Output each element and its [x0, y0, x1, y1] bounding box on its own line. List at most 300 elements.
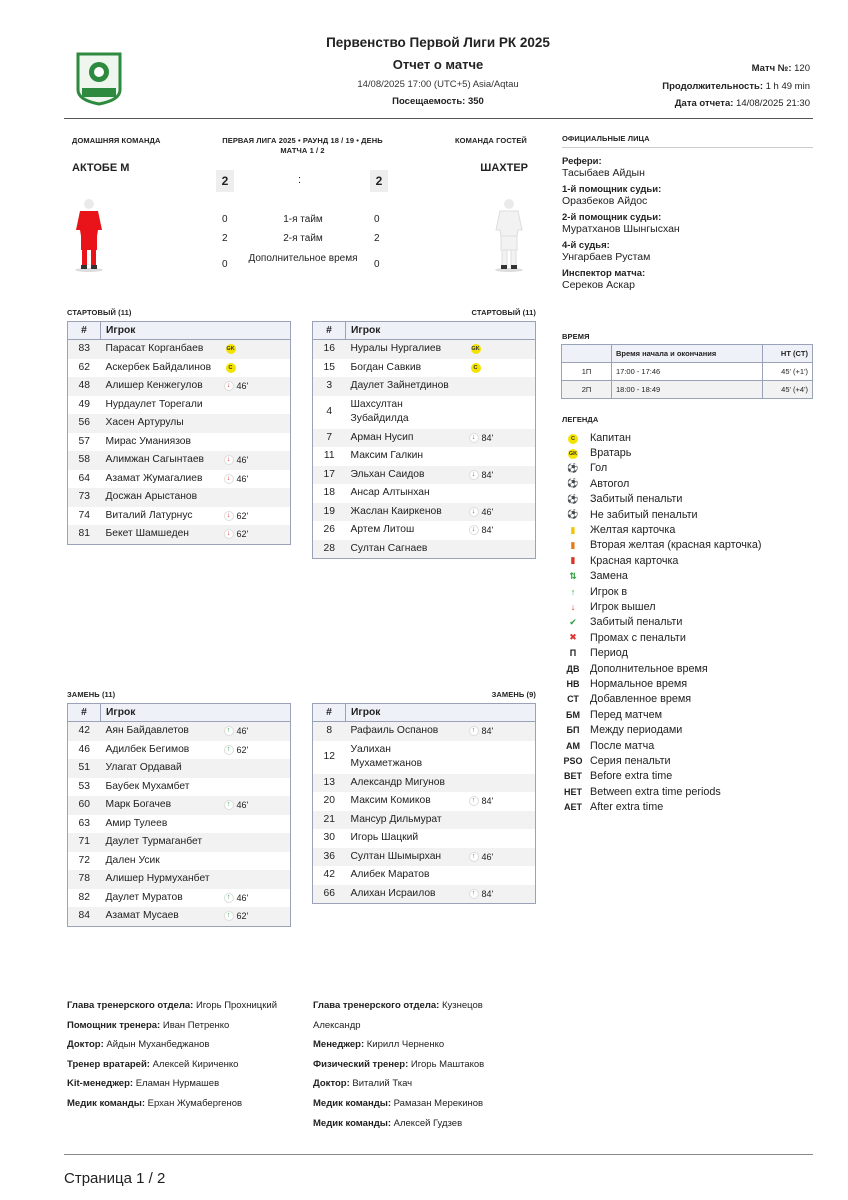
legend-item — [562, 538, 812, 553]
staff-name: Игорь Прохницкий — [195, 1000, 277, 1011]
player-name: Баубек Мухамбет — [105, 780, 190, 792]
player-row — [68, 340, 291, 359]
player-cell — [346, 829, 536, 848]
player-cell-inner — [351, 850, 531, 865]
abbr-icon-glyph: СТ — [567, 694, 579, 705]
player-number: 13 — [313, 774, 346, 793]
away-subs-title: ЗАМЕНЬ (9) — [491, 690, 536, 699]
time-col-range: Время начала и окончания — [612, 345, 763, 363]
captain-icon — [562, 432, 584, 444]
penalty-scored-icon-glyph: ⚽ — [567, 493, 579, 504]
col-player: Игрок — [101, 322, 291, 340]
staff-role: Медик команды: — [67, 1097, 145, 1109]
abbr-icon — [562, 756, 584, 766]
player-cell — [346, 722, 536, 741]
report-subtitle: Отчет о матче — [392, 57, 484, 72]
abbr-icon — [562, 648, 584, 658]
player-in-icon: ↑ — [469, 852, 479, 862]
player-number: 82 — [68, 889, 101, 908]
player-row — [68, 451, 291, 470]
player-cell-inner — [351, 542, 531, 557]
official-name: Оразбеков Айдос — [562, 195, 648, 207]
player-out-icon: ↓ — [469, 525, 479, 535]
player-cell-inner — [106, 780, 286, 795]
player-cell-inner — [351, 831, 531, 846]
player-cell-inner — [351, 431, 531, 446]
staff-name: Алексей Гудзев — [393, 1117, 463, 1129]
duration-label: Продолжительность: — [662, 81, 763, 92]
abbr-icon-glyph: PSO — [563, 755, 583, 766]
player-out-icon: ↓ — [224, 381, 234, 391]
player-row — [68, 488, 291, 507]
substitution-event — [469, 887, 494, 902]
abbr-icon-glyph: ДВ — [566, 663, 580, 674]
legend-label: Before extra time — [590, 770, 673, 783]
player-row — [68, 396, 291, 415]
player-cell — [346, 741, 536, 774]
legend-label: Between extra time periods — [590, 785, 721, 798]
col-player: Игрок — [101, 704, 291, 722]
player-in-icon: ↑ — [224, 911, 234, 921]
player-name: Азамат Мусаев — [105, 910, 179, 921]
staff-entry — [313, 1094, 523, 1114]
player-name: Мирас Уманиязов — [105, 435, 191, 447]
legend-label: Забитый пенальти — [590, 493, 683, 506]
sub-minute: 46' — [236, 726, 249, 736]
col-player: Игрок — [346, 704, 536, 722]
player-out-icon: ↓ — [224, 529, 234, 539]
legend-label: Серия пенальти — [590, 754, 671, 767]
player-cell-inner — [106, 891, 286, 906]
legend-item — [562, 522, 812, 537]
official-role: Рефери: — [562, 156, 602, 167]
away-team-name: ШАХТЕР — [480, 162, 528, 174]
staff-role: Менеджер: — [313, 1039, 365, 1051]
player-cell — [346, 503, 536, 522]
sub-minute: 46' — [481, 506, 494, 517]
officials-title: ОФИЦИАЛЬНЫЕ ЛИЦА — [562, 134, 650, 143]
report-date-value: 14/08/2025 21:30 — [736, 98, 810, 109]
player-row — [313, 885, 536, 904]
sub-minute: 46' — [236, 892, 249, 903]
header-divider — [64, 118, 813, 119]
player-number: 30 — [313, 829, 346, 848]
abbr-icon-glyph: HET — [564, 786, 582, 797]
player-name: Артем Литош — [350, 524, 415, 535]
player-name: Уалихан Мухаметжанов — [350, 743, 423, 769]
abbr-icon-glyph: BET — [564, 771, 582, 782]
staff-role: Медик команды: — [313, 1097, 391, 1109]
goalkeeper-icon-badge: GK — [568, 451, 578, 458]
official-role: Инспектор матча: — [562, 268, 646, 279]
home-team-name: АКТОБЕ М — [72, 162, 130, 174]
abbr-icon — [562, 679, 584, 689]
legend-label: Вратарь — [590, 447, 632, 460]
player-cell-inner — [351, 868, 531, 883]
legend-label: Между периодами — [590, 724, 683, 737]
player-cell-inner — [351, 449, 531, 464]
player-number: 48 — [68, 377, 101, 396]
period-label: 1-я тайм — [283, 214, 323, 225]
player-name: Даулет Муратов — [105, 891, 183, 903]
substitution-event — [224, 724, 249, 739]
staff-entry — [313, 1114, 523, 1134]
player-cell-inner — [106, 379, 286, 394]
player-number: 20 — [313, 792, 346, 811]
legend-label: Гол — [590, 462, 608, 475]
player-row — [313, 829, 536, 848]
player-name: Аскербек Байдалинов — [105, 361, 212, 373]
player-cell — [101, 377, 291, 396]
penalty-check-icon — [562, 617, 584, 628]
player-number: 7 — [313, 429, 346, 448]
player-cell — [101, 852, 291, 871]
player-number: 63 — [68, 815, 101, 834]
legend-item — [562, 630, 812, 645]
player-out-icon: ↓ — [469, 507, 479, 517]
player-name: Игорь Шацкий — [350, 832, 419, 843]
staff-entry — [67, 1074, 297, 1094]
player-cell-inner — [106, 854, 286, 869]
legend-label: Капитан — [590, 431, 631, 444]
player-cell — [346, 396, 536, 429]
staff-role: Доктор: — [67, 1039, 104, 1051]
player-number: 64 — [68, 470, 101, 489]
player-row — [68, 778, 291, 797]
substitution-event — [469, 523, 494, 538]
match-datetime: 14/08/2025 17:00 (UTC+5) Asia/Aqtau — [357, 79, 519, 90]
player-row — [68, 815, 291, 834]
legend-label: Желтая карточка — [590, 524, 676, 537]
time-range: 17:00 - 17:46 — [612, 363, 763, 381]
official-name: Унгарбаев Рустам — [562, 251, 651, 263]
goal-icon-glyph: ⚽ — [567, 462, 579, 473]
substitution-icon — [562, 571, 584, 582]
player-number: 19 — [313, 503, 346, 522]
legend-item — [562, 476, 812, 491]
penalty-check-icon-glyph: ✔ — [569, 616, 577, 627]
player-number: 71 — [68, 833, 101, 852]
time-period: 2П — [562, 381, 612, 399]
substitution-icon-glyph: ⇅ — [569, 570, 577, 581]
player-name: Алишер Нурмуханбет — [105, 873, 210, 884]
player-cell-inner — [351, 523, 531, 538]
abbr-icon — [562, 710, 584, 720]
staff-role: Физический тренер: — [313, 1058, 409, 1070]
player-number: 11 — [313, 447, 346, 466]
yellow-card-icon-glyph: ▮ — [570, 524, 576, 535]
player-name: Хасен Артурулы — [105, 417, 184, 428]
player-out-icon: ↓ — [469, 433, 479, 443]
player-number: 60 — [68, 796, 101, 815]
player-cell-inner — [351, 398, 531, 427]
legend-item — [562, 707, 812, 722]
legend-item — [562, 615, 812, 630]
staff-name: Еламан Нурмашев — [135, 1078, 220, 1090]
player-cell-inner — [106, 435, 286, 450]
player-row — [313, 447, 536, 466]
player-cell-inner — [106, 509, 286, 524]
penalty-missed-icon-glyph: ⚽ — [567, 509, 579, 520]
staff-name: Игорь Маштаков — [410, 1058, 485, 1070]
red-card-icon-glyph: ▮ — [570, 555, 576, 566]
legend-label: После матча — [590, 739, 655, 752]
player-name: Максим Галкин — [350, 450, 424, 461]
player-cell — [346, 377, 536, 396]
player-row — [313, 396, 536, 429]
player-row — [68, 889, 291, 908]
period-away: 0 — [374, 214, 380, 225]
away-kit-icon — [492, 196, 526, 272]
sub-minute: 46' — [236, 800, 249, 810]
staff-name: Кирилл Черненко — [366, 1039, 445, 1051]
player-row — [68, 377, 291, 396]
report-title: Первенство Первой Лиги РК 2025 — [326, 35, 550, 50]
player-number: 66 — [313, 885, 346, 904]
player-cell — [101, 833, 291, 852]
official-name: Тасыбаев Айдын — [562, 167, 645, 179]
player-out-icon: ↓ — [224, 511, 234, 521]
player-cell-inner — [106, 835, 286, 850]
player-number: 4 — [313, 396, 346, 429]
match-number — [550, 63, 810, 74]
player-cell — [346, 811, 536, 830]
player-name: Алибек Маратов — [350, 869, 430, 880]
second-yellow-icon — [562, 540, 584, 551]
player-cell-inner — [106, 909, 286, 924]
legend-item — [562, 784, 812, 799]
table-header-row — [68, 704, 291, 722]
sub-minute: 84' — [481, 796, 494, 806]
table-header-row — [68, 322, 291, 340]
player-cell — [101, 470, 291, 489]
period-label: Дополнительное время — [248, 253, 358, 264]
match-number-value: 120 — [794, 63, 810, 74]
staff-role: Помощник тренера: — [67, 1019, 161, 1031]
legend-item — [562, 738, 812, 753]
player-cell-inner — [351, 887, 531, 902]
official-role: 2-й помощник судьи: — [562, 212, 662, 223]
player-number: 42 — [68, 722, 101, 741]
player-cell — [346, 429, 536, 448]
time-title: ВРЕМЯ — [562, 332, 590, 341]
staff-role: Медик команды: — [313, 1117, 391, 1129]
legend-label: Период — [590, 647, 628, 660]
page-number: Страница 1 / 2 — [64, 1170, 166, 1187]
abbr-icon-glyph: АМ — [566, 740, 580, 751]
abbr-icon — [562, 694, 584, 704]
player-cell — [101, 359, 291, 378]
player-cell-inner — [106, 527, 286, 542]
player-cell-inner — [351, 342, 531, 357]
player-cell-inner — [106, 872, 286, 887]
legend-item — [562, 445, 812, 460]
player-number: 58 — [68, 451, 101, 470]
player-name: Александр Мигунов — [350, 776, 445, 788]
player-number: 28 — [313, 540, 346, 559]
legend-label: Нормальное время — [590, 677, 688, 690]
substitution-event — [469, 850, 494, 865]
player-row — [68, 470, 291, 489]
player-row — [68, 359, 291, 378]
player-name: Мансур Дильмурат — [350, 813, 442, 825]
duration-value: 1 h 49 min — [765, 81, 810, 92]
player-name: Султан Сагнаев — [350, 542, 428, 554]
own-goal-icon — [562, 478, 584, 489]
staff-role: Глава тренерского отдела: — [67, 1000, 194, 1011]
player-row — [68, 796, 291, 815]
player-cell-inner — [106, 724, 286, 739]
player-row — [68, 759, 291, 778]
player-name: Дален Усик — [105, 854, 160, 866]
staff-name: Ерхан Жумабергенов — [147, 1097, 243, 1109]
player-name: Рафаиль Оспанов — [350, 725, 439, 736]
captain-icon: C — [471, 363, 481, 373]
staff-name: Айдын Муханбеджанов — [106, 1039, 210, 1051]
legend-item — [562, 645, 812, 660]
staff-entry — [67, 996, 297, 1016]
home-kit-icon — [72, 196, 106, 272]
red-card-icon — [562, 555, 584, 566]
legend-item — [562, 430, 812, 445]
player-cell — [346, 521, 536, 540]
penalty-scored-icon — [562, 494, 584, 505]
player-in-icon: ↑ — [469, 796, 479, 806]
time-ht: 45' (+4') — [763, 381, 813, 399]
player-cell — [101, 414, 291, 433]
legend-label: After extra time — [590, 801, 664, 814]
player-name: Адилбек Бегимов — [105, 743, 190, 755]
staff-name: Иван Петренко — [162, 1019, 230, 1031]
goalkeeper-icon: GK — [226, 346, 235, 353]
player-number: 12 — [313, 741, 346, 774]
goal-icon — [562, 463, 584, 474]
staff-role: Kit-менеджер: — [67, 1078, 134, 1090]
col-number: # — [313, 704, 346, 722]
player-row — [313, 521, 536, 540]
official-role: 4-й судья: — [562, 240, 610, 251]
sub-minute: 46' — [236, 473, 249, 484]
round-info: ПЕРВАЯ ЛИГА 2025 • РАУНД 18 / 19 • ДЕНЬ МАТЧА 1 / 2 — [222, 136, 383, 155]
player-number: 46 — [68, 741, 101, 760]
player-cell-inner — [106, 398, 286, 413]
player-out-icon: ↓ — [224, 455, 234, 465]
player-cell — [346, 466, 536, 485]
legend-item — [562, 769, 812, 784]
abbr-icon — [562, 787, 584, 797]
official-name: Сереков Аскар — [562, 279, 635, 291]
substitution-event — [224, 453, 249, 468]
away-team-label: КОМАНДА ГОСТЕЙ — [455, 136, 527, 145]
legend-item — [562, 676, 812, 691]
player-number: 83 — [68, 340, 101, 359]
legend-label: Дополнительное время — [590, 662, 708, 675]
sub-minute: 62' — [236, 529, 249, 539]
legend-label: Автогол — [590, 477, 630, 490]
player-name: Даулет Зайнетдинов — [350, 380, 449, 391]
player-row — [313, 359, 536, 378]
player-name: Даулет Турмаганбет — [105, 836, 203, 847]
official-role: 1-й помощник судьи: — [562, 184, 662, 195]
table-header-row — [313, 704, 536, 722]
legend-list — [562, 430, 812, 815]
player-row — [313, 503, 536, 522]
player-number: 49 — [68, 396, 101, 415]
staff-name: Рамазан Мерекинов — [393, 1097, 484, 1109]
player-cell-inner — [351, 743, 531, 772]
player-cell — [101, 340, 291, 359]
home-staff — [67, 996, 297, 1114]
player-cell-inner — [351, 794, 531, 809]
player-out-icon — [562, 602, 584, 612]
player-name: Азамат Жумагалиев — [105, 472, 203, 484]
period-row — [218, 252, 388, 282]
player-number: 74 — [68, 507, 101, 526]
player-number: 42 — [313, 866, 346, 885]
legend-item — [562, 569, 812, 584]
substitution-event — [469, 468, 494, 483]
period-home: 2 — [222, 233, 228, 244]
player-cell-inner — [106, 342, 286, 357]
time-range: 18:00 - 18:49 — [612, 381, 763, 399]
legend-item — [562, 599, 812, 614]
player-row — [313, 774, 536, 793]
player-row — [68, 833, 291, 852]
home-subs-title: ЗАМЕНЬ (11) — [67, 690, 116, 699]
player-cell — [101, 796, 291, 815]
own-goal-icon-glyph: ⚽ — [567, 478, 579, 489]
sub-minute: 84' — [481, 469, 494, 480]
player-in-icon: ↑ — [224, 893, 234, 903]
staff-role: Доктор: — [313, 1078, 350, 1090]
captain-icon-badge: C — [568, 434, 578, 444]
player-number: 81 — [68, 525, 101, 544]
col-player: Игрок — [346, 322, 536, 340]
legend-item — [562, 461, 812, 476]
player-number: 15 — [313, 359, 346, 378]
goalkeeper-icon — [562, 447, 584, 459]
home-starting-title: СТАРТОВЫЙ (11) — [67, 308, 132, 317]
col-number: # — [313, 322, 346, 340]
player-cell-inner — [106, 798, 286, 813]
attendance-value: 350 — [467, 96, 484, 107]
staff-entry — [313, 996, 523, 1035]
legend-item — [562, 584, 812, 599]
attendance-label: Посещаемость: — [392, 96, 466, 107]
player-cell-inner — [106, 472, 286, 487]
abbr-icon — [562, 741, 584, 751]
staff-name: Кузнецов Александр — [313, 1000, 483, 1031]
player-number: 84 — [68, 907, 101, 926]
substitution-event — [224, 909, 249, 924]
player-out-icon: ↓ — [469, 470, 479, 480]
player-name: Султан Шымырхан — [350, 850, 442, 862]
period-home: 0 — [222, 214, 228, 225]
penalty-cross-icon — [562, 632, 584, 643]
home-starting-table — [67, 321, 291, 545]
abbr-icon-glyph: AET — [564, 802, 582, 813]
report-date — [550, 98, 810, 109]
legend-label: Игрок вышел — [590, 600, 656, 613]
sub-minute: 62' — [236, 911, 249, 921]
player-cell-inner — [106, 453, 286, 468]
staff-role: Глава тренерского отдела: — [313, 1000, 440, 1011]
officials-divider — [562, 147, 813, 148]
sub-minute: 84' — [481, 726, 494, 736]
captain-icon: C — [226, 363, 236, 373]
sub-minute: 46' — [481, 851, 494, 862]
legend-label: Вторая желтая (красная карточка) — [590, 539, 762, 552]
